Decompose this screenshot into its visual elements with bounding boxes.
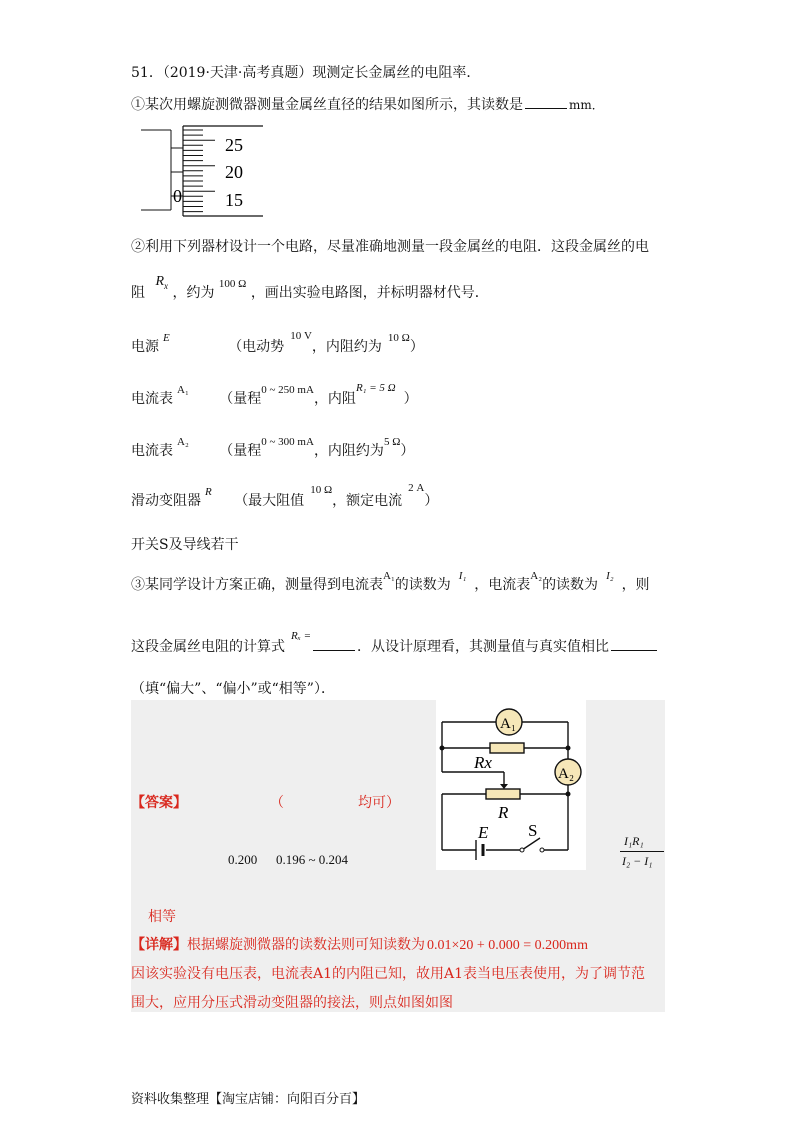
answer-paren-open: （ [270, 795, 284, 811]
thimble-label-25: 25 [225, 135, 243, 155]
part3-text: ③某同学设计方案正确，测量得到电流表 [131, 577, 383, 593]
equip-value2: 2 A [408, 482, 425, 494]
main-scale-zero: 0 [173, 186, 182, 206]
equip-symbol: A₂ [177, 436, 189, 448]
equip-name: 电流表 [131, 443, 173, 459]
thimble-label-20: 20 [225, 162, 243, 182]
equipment-ammeter-a2 [131, 436, 415, 460]
equipment-ammeter-a1 [131, 382, 418, 408]
answer-paren-close: 均可） [358, 795, 400, 811]
equip-text: （电动势 [228, 339, 285, 355]
switch-contact [520, 848, 524, 852]
question-title: 现测定长金属丝的电阻率． [312, 65, 481, 81]
part3-text: 的读数为 [394, 577, 451, 593]
switch-contact [540, 848, 544, 852]
part2-line1: ②利用下列器材设计一个电路，尽量准确地测量一段金属丝的电阻．这段金属丝的电 [131, 239, 649, 255]
switch-line: 开关S及导线若干 [131, 537, 239, 553]
part3-i2: I₂ [606, 570, 614, 582]
part3-text: 的读数为 [542, 577, 599, 593]
answer-range: 0.196 ~ 0.204 [276, 852, 349, 867]
blank [313, 650, 355, 651]
question-header [131, 62, 480, 82]
blank [525, 108, 567, 109]
rx-value: 100 Ω [218, 278, 247, 290]
part2-text-a: 阻 [131, 285, 145, 301]
equip-value2: R₁ = 5 Ω [355, 382, 396, 394]
battery-e-label: E [478, 823, 489, 842]
detail-line2: 因该实验没有电压表，电流表A1的内阻已知，故用A1表当电压表使用，为了调节范 [131, 966, 646, 982]
equip-text: ） [409, 339, 424, 355]
micrometer-figure [131, 118, 271, 218]
answer-value: 0.200 [228, 852, 258, 867]
equip-text: （最大阻值 [234, 493, 305, 509]
equip-text: ，额定电流 [332, 493, 403, 509]
equip-symbol: E [163, 332, 170, 344]
detail-text: 根据螺旋测微器的读数法则可知读数为 [187, 937, 425, 953]
question-number: 51． [131, 65, 163, 81]
junction-dot [440, 746, 445, 751]
formula-bar [620, 851, 664, 852]
part2-text-c: ，画出实验电路图，并标明器材代号． [250, 285, 489, 301]
rx-formula-symbol: Rₓ = [291, 630, 312, 642]
part3-a2: A₂ [530, 570, 543, 582]
rheostat-r-label: R [498, 803, 509, 822]
equip-symbol: A₁ [177, 384, 189, 396]
thimble-label-15: 15 [225, 190, 243, 210]
equip-text: ，内阻 [313, 391, 356, 407]
equip-text: （量程 [219, 443, 262, 459]
circuit-diagram [436, 700, 586, 870]
equip-text: （量程 [219, 391, 262, 407]
part3-i1: I₁ [458, 570, 467, 582]
resistor-rx [490, 743, 524, 753]
equip-name: 滑动变阻器 [131, 493, 201, 509]
equip-value1: 0 ~ 250 mA [261, 384, 314, 396]
part2-line2 [131, 274, 489, 303]
junction-dot [566, 792, 571, 797]
part3-line2 [131, 630, 657, 656]
detail-line1 [131, 934, 588, 954]
rheostat-r [486, 789, 520, 799]
part3-line3: （填“偏大”、“偏小”或“相等”）． [131, 681, 335, 697]
detail-label: 【详解】 [131, 937, 187, 953]
part3-text: ，则 [621, 577, 650, 593]
part3-text: 这段金属丝电阻的计算式 [131, 639, 285, 655]
thimble-ticks [183, 130, 215, 212]
ammeter-a1-label: A₁ [500, 716, 517, 732]
equip-value1: 10 Ω [310, 484, 333, 496]
equip-symbol: R [205, 486, 212, 498]
equipment-power [131, 330, 424, 356]
part1-line [131, 94, 604, 114]
formula-denominator: I₂ − I₁ [622, 854, 653, 868]
equip-value2: 10 Ω [387, 332, 410, 344]
resistor-rx-label: Rx [474, 753, 492, 772]
equip-value2: 5 Ω [383, 436, 401, 448]
rx-symbol: $R_x$ [155, 274, 169, 291]
part3-text: ．从设计原理看，其测量值与真实值相比 [357, 639, 610, 655]
equipment-rheostat [131, 482, 439, 510]
equip-text: ） [403, 391, 418, 407]
ammeter-a2-label: A₂ [558, 766, 575, 782]
detail-line3: 围大，应用分压式滑动变阻器的接法，则点如图如图 [131, 995, 453, 1011]
blank [611, 650, 657, 651]
part3-text: ，电流表 [474, 577, 531, 593]
equip-name: 电源 [131, 339, 159, 355]
question-source: （2019·天津·高考真题） [162, 65, 313, 81]
part1-unit: mm． [569, 98, 604, 112]
equip-text: ） [400, 443, 415, 459]
equip-text: ） [424, 493, 439, 509]
equip-text: ，内阻约为 [313, 443, 384, 459]
formula-numerator: I₁R₁ [624, 834, 644, 848]
part3-line1 [131, 570, 650, 594]
footer-text: 资料收集整理【淘宝店铺：向阳百分百】 [131, 1092, 366, 1107]
part3-a1: A₁ [383, 570, 395, 582]
equip-value1: 10 V [290, 330, 312, 342]
detail-math: 0.01×20 + 0.000 = 0.200mm [427, 938, 588, 953]
equip-name: 电流表 [131, 391, 173, 407]
switch-s-label: S [528, 821, 538, 840]
part1-text: ①某次用螺旋测微器测量金属丝直径的结果如图所示，其读数是 [131, 97, 523, 113]
junction-dot [566, 746, 571, 751]
equip-value1: 0 ~ 300 mA [261, 436, 314, 448]
part2-text-b: ，约为 [172, 285, 215, 301]
answer-relation: 相等 [148, 909, 176, 925]
equip-text: ，内阻约为 [311, 339, 382, 355]
answer-label: 【答案】 [131, 795, 187, 811]
